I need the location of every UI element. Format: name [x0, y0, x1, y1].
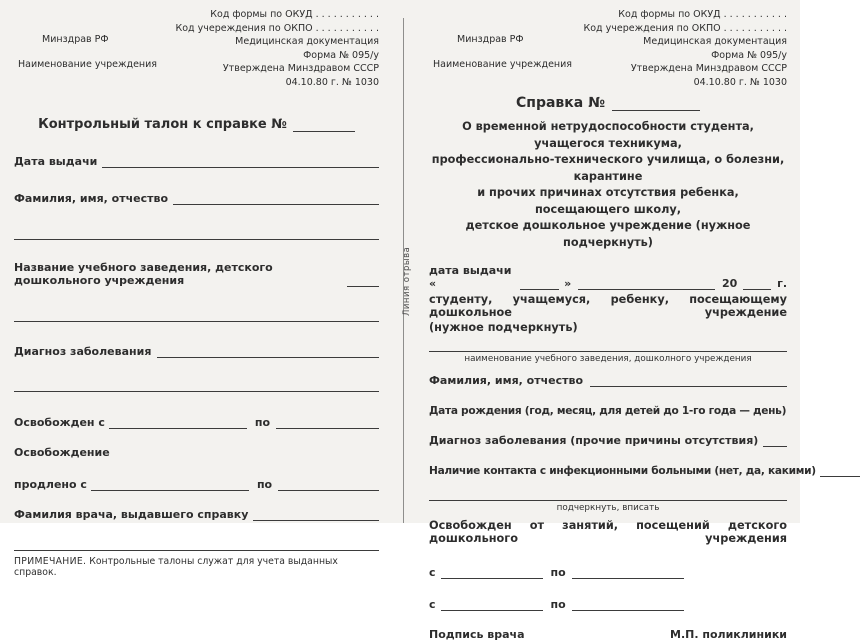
stamp-label: М.П. поликлиники — [670, 628, 787, 641]
extended-to-label: по — [256, 478, 273, 491]
okpo-code-line: Код учереждения по ОКПО . . . . . . . . . . . — [175, 22, 379, 34]
issue-date-close-quote: » — [564, 277, 572, 290]
subtitle-line-2: профессионально-технического училища, о болезни, карантине — [431, 153, 785, 183]
issue-year-blank — [743, 277, 771, 290]
approved-date-line: 04.10.80 г. № 1030 — [285, 76, 379, 88]
coupon-header-right — [175, 8, 379, 89]
extended-from-blank — [91, 478, 249, 491]
cert-full-name-label: Фамилия, имя, отчество — [429, 374, 583, 387]
full-name-blank — [173, 192, 379, 205]
coupon-note — [14, 556, 379, 578]
released-to-label: по — [254, 416, 271, 429]
contact-label: Наличие контакта с инфекционными больными (нет, да, какими) — [429, 465, 816, 477]
form-number-line: Форма № 095/у — [711, 49, 787, 61]
contact-blank — [820, 464, 860, 477]
full-name-label: Фамилия, имя, отчество — [14, 192, 168, 205]
extended-row — [14, 478, 379, 491]
release-row — [14, 446, 379, 459]
diagnosis-label: Диагноз заболевания — [14, 345, 152, 358]
period2-from-label: с — [429, 598, 436, 611]
form-number-line: Форма № 095/у — [303, 49, 379, 61]
okud-code-line: Код формы по ОКУД . . . . . . . . . . . — [210, 9, 379, 20]
cert-full-name-row — [429, 374, 787, 387]
issue-date-prefix: дата выдачи « — [429, 264, 512, 290]
issued-to-line: студенту, учащемуся, ребенку, посещающему дошкольное учреждение — [429, 293, 787, 319]
released-from-blank — [109, 416, 247, 429]
period2-to-label: по — [550, 598, 566, 611]
institution-label: Наименование учреждения — [433, 59, 573, 70]
approved-by-line: Утверждена Минздравом СССР — [630, 63, 787, 74]
coupon-note-text: Контрольные талоны служат для учета выданных справок. — [14, 556, 338, 578]
cert-diagnosis-label: Диагноз заболевания (прочие причины отсутствия) — [429, 434, 759, 447]
date-issued-label: Дата выдачи — [14, 155, 98, 168]
cert-period-row-2 — [429, 598, 787, 611]
approved-date-line: 04.10.80 г. № 1030 — [693, 76, 787, 88]
date-issued-blank — [102, 155, 379, 168]
diagnosis-row — [14, 345, 379, 358]
certificate-title — [429, 95, 787, 111]
subtitle-line-4: детское дошкольное учреждение (нужное подчеркнуть) — [465, 219, 751, 249]
diagnosis-continuation-line — [14, 391, 379, 392]
coupon-header — [14, 8, 379, 89]
released-from-label: Освобожден с — [14, 416, 105, 429]
coupon-title — [14, 117, 379, 132]
doctor-signature-label: Подпись врача — [429, 628, 525, 641]
school-name-caption: наименование учебного заведения, дошколного учреждения — [464, 354, 752, 364]
full-name-continuation-line — [14, 239, 379, 240]
contact-row — [429, 464, 816, 477]
school-label: Название учебного заведения, детского дошкольного учреждения — [14, 261, 273, 287]
released-row — [14, 416, 379, 429]
issue-date-row — [429, 264, 787, 290]
period1-from-label: с — [429, 566, 436, 579]
cert-diagnosis-row — [429, 434, 787, 447]
doctor-label: Фамилия врача, выдавшего справку — [14, 508, 249, 521]
certificate-title-text: Справка № — [516, 95, 605, 111]
school-name-line — [429, 351, 787, 352]
coupon-number-blank — [293, 119, 355, 132]
birth-date-label: Дата рождения (год, месяц, для детей до 1-го года — день) — [429, 405, 787, 417]
period2-from-blank — [441, 598, 543, 611]
cert-diagnosis-blank — [763, 434, 787, 447]
control-coupon-section — [0, 0, 403, 578]
cert-full-name-blank — [590, 374, 787, 387]
extended-to-blank — [278, 478, 379, 491]
date-issued-row — [14, 155, 379, 168]
issued-to-note: (нужное подчеркнуть) — [429, 321, 578, 334]
school-blank — [347, 274, 379, 287]
subtitle-line-1: О временной нетрудоспособности студента, учащегося техникума, — [462, 120, 754, 150]
period1-to-blank — [572, 566, 684, 579]
birth-date-row — [429, 404, 787, 417]
doc-type-line: Медицинская документация — [235, 36, 379, 47]
release-label: Освобождение — [14, 446, 110, 459]
coupon-title-text: Контрольный талон к справке № — [38, 117, 287, 132]
period1-to-label: по — [550, 566, 566, 579]
coupon-header-left — [14, 8, 175, 89]
issue-day-blank — [520, 277, 559, 290]
issue-month-blank — [578, 277, 715, 290]
released-from-classes-line: Освобожден от занятий, посещений детского дошкольного учреждения — [429, 519, 787, 545]
cert-period-row-1 — [429, 566, 787, 579]
released-to-blank — [276, 416, 379, 429]
okud-code-line: Код формы по ОКУД . . . . . . . . . . . — [618, 9, 787, 20]
extended-from-label: продлено с — [14, 478, 87, 491]
doc-type-line: Медицинская документация — [643, 36, 787, 47]
note-separator-line — [14, 550, 379, 551]
underline-caption: подчеркнуть, вписать — [556, 503, 660, 513]
school-row — [14, 261, 379, 287]
certificate-header-right — [583, 8, 787, 89]
full-name-row — [14, 192, 379, 205]
issue-year-prefix: 20 — [722, 277, 738, 290]
certificate-header-left — [429, 8, 583, 89]
period1-from-blank — [441, 566, 543, 579]
approved-by-line: Утверждена Минздравом СССР — [222, 63, 379, 74]
institution-label: Наименование учреждения — [18, 59, 158, 70]
school-continuation-line — [14, 321, 379, 322]
diagnosis-blank — [157, 345, 379, 358]
ministry-label: Минздрав РФ — [457, 34, 524, 45]
signature-row — [429, 628, 787, 641]
ministry-label: Минздрав РФ — [42, 34, 109, 45]
certificate-section — [404, 0, 816, 641]
contact-continuation-line — [429, 500, 787, 501]
coupon-note-prefix: ПРИМЕЧАНИЕ. — [14, 556, 87, 567]
certificate-subtitle — [429, 119, 787, 251]
certificate-header — [429, 8, 787, 89]
certificate-number-blank — [612, 98, 700, 111]
period2-to-blank — [572, 598, 684, 611]
subtitle-line-3: и прочих причинах отсутствия ребенка, посещающего школу, — [477, 186, 739, 216]
tear-line-label: Линия отрыва — [402, 246, 412, 316]
doctor-row — [14, 508, 379, 521]
doctor-blank — [253, 508, 379, 521]
okpo-code-line: Код учереждения по ОКПО . . . . . . . . . . . — [583, 22, 787, 34]
issue-year-suffix: г. — [777, 277, 788, 290]
